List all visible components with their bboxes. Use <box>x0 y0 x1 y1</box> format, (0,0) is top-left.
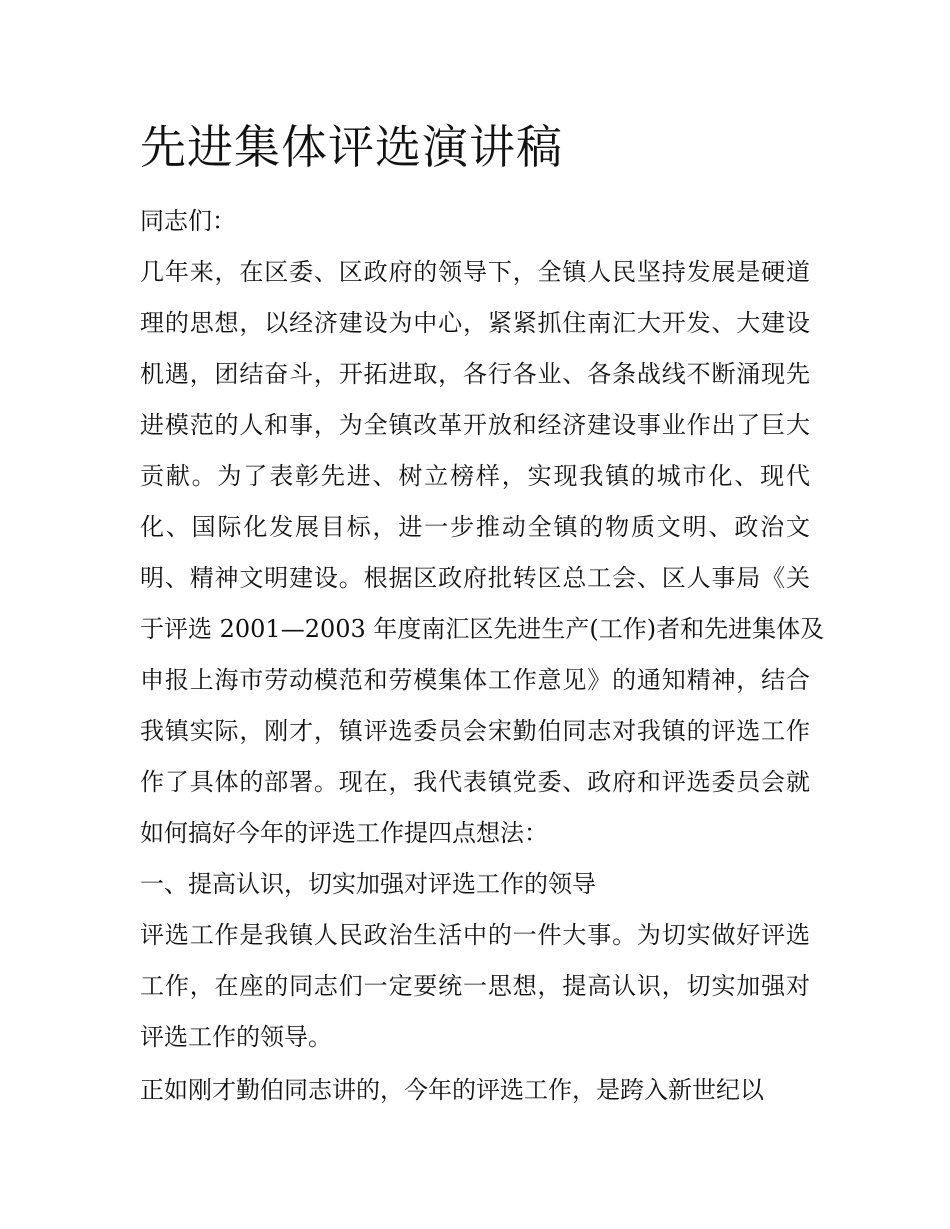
paragraph-line: 几年来，在区委、区政府的领导下，全镇人民坚持发展是硬道 <box>140 258 810 286</box>
paragraph-line: 贡献。为了表彰先进、树立榜样，实现我镇的城市化、现代 <box>140 462 810 490</box>
paragraph-line: 进模范的人和事，为全镇改革开放和经济建设事业作出了巨大 <box>140 411 810 439</box>
document-title: 先进集体评选演讲稿 <box>140 120 563 174</box>
section-heading: 一、提高认识，切实加强对评选工作的领导 <box>140 870 596 898</box>
paragraph-line: 明、精神文明建设。根据区政府批转区总工会、区人事局《关 <box>140 564 810 592</box>
paragraph-line: 评选工作是我镇人民政治生活中的一件大事。为切实做好评选 <box>140 921 810 949</box>
paragraph-line: 于评选 2001—2003 年度南汇区先进生产(工作)者和先进集体及 <box>140 615 825 643</box>
paragraph-line: 申报上海市劳动模范和劳模集体工作意见》的通知精神，结合 <box>140 666 810 694</box>
paragraph-line: 化、国际化发展目标，进一步推动全镇的物质文明、政治文 <box>140 513 810 541</box>
paragraph-line: 作了具体的部署。现在，我代表镇党委、政府和评选委员会就 <box>140 768 810 796</box>
paragraph-line: 机遇，团结奋斗，开拓进取，各行各业、各条战线不断涌现先 <box>140 360 810 388</box>
salutation-line: 同志们： <box>140 207 236 235</box>
paragraph-line: 理的思想，以经济建设为中心，紧紧抓住南汇大开发、大建设 <box>140 309 810 337</box>
paragraph-line: 工作，在座的同志们一定要统一思想，提高认识，切实加强对 <box>140 972 810 1000</box>
paragraph-line: 正如刚才勤伯同志讲的，今年的评选工作，是跨入新世纪以 <box>140 1076 764 1104</box>
paragraph-line: 评选工作的领导。 <box>140 1023 332 1051</box>
paragraph-line: 我镇实际，刚才，镇评选委员会宋勤伯同志对我镇的评选工作 <box>140 717 810 745</box>
paragraph-line: 如何搞好今年的评选工作提四点想法： <box>140 819 548 847</box>
